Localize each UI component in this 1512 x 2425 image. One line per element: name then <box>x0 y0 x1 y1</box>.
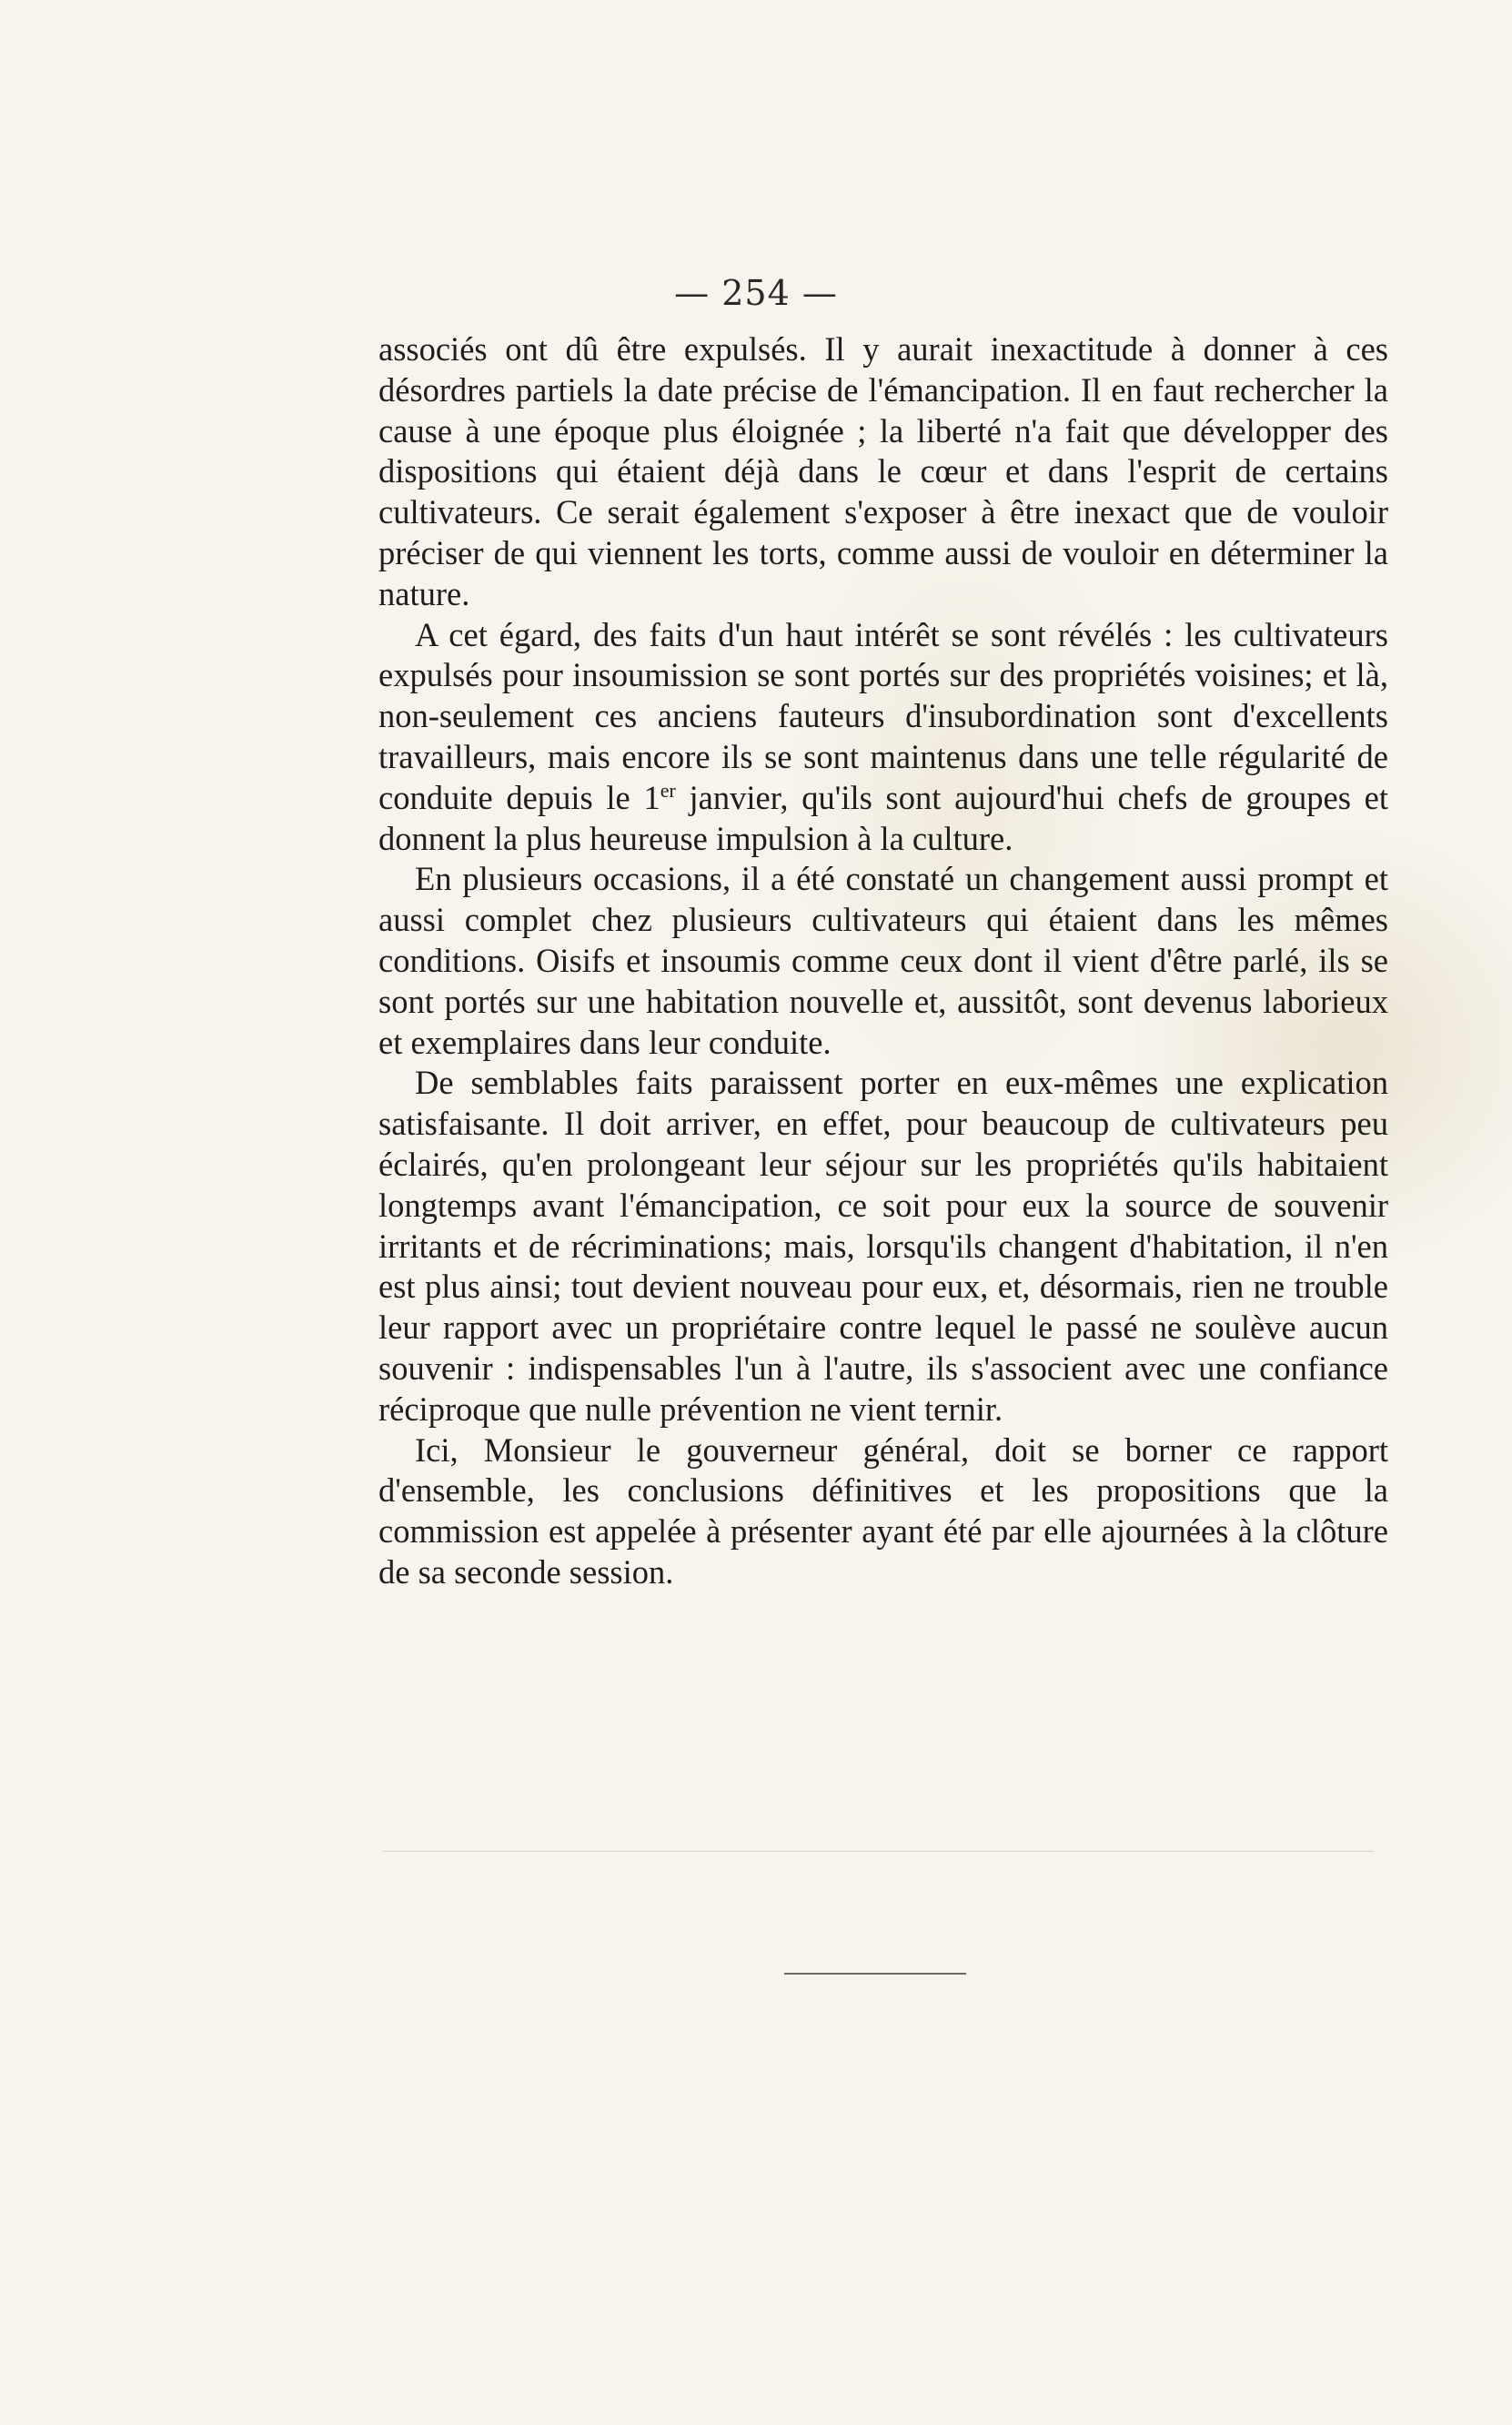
page-number: — 254 — <box>674 273 838 313</box>
paragraph-2 <box>378 615 1388 860</box>
paragraph-2-part-1: A cet égard, des faits d'un haut intérêt se sont révélés : les cultivateurs expulsés pour insoumission se sont portés sur des propriétés voisines; et là, non-seulement ces anciens fauteurs d'insubordination sont d'excellents travailleurs, mais encore ils se sont maintenus dans une telle régularité de conduite depuis le 1 <box>378 615 1388 816</box>
end-rule <box>784 1973 966 1975</box>
footnote-separator-rule <box>382 1851 1374 1852</box>
paragraph-1: associés ont dû être expulsés. Il y aurait inexactitude à donner à ces désordres partiels la date précise de l'émancipation. Il en faut rechercher la cause à une époque plus éloignée ; la liberté n'a fait que développer des dispositions qui étaient déjà dans le cœur et dans l'esprit de certains cultivateurs. Ce serait également s'exposer à être inexact que de vouloir préciser de qui viennent les torts, comme aussi de vouloir en déterminer la nature. <box>378 330 1388 612</box>
body-text <box>378 329 1388 1593</box>
ordinal-superscript: er <box>660 778 676 802</box>
paragraph-3: En plusieurs occasions, il a été constaté un changement aussi prompt et aussi complet chez plusieurs cultivateurs qui étaient dans les mêmes conditions. Oisifs et insoumis comme ceux dont il vient d'être parlé, ils se sont portés sur une habitation nouvelle et, aussitôt, sont devenus laborieux et exemplaires dans leur conduite. <box>378 860 1388 1061</box>
paragraph-2-part-2: janvier, qu'ils sont aujourd'hui chefs de groupes et donnent la plus heureuse impulsion à la culture. <box>378 778 1389 857</box>
paragraph-4: De semblables faits paraissent porter en eux-mêmes une explication satisfaisante. Il doit arriver, en effet, pour beaucoup de cultivateurs peu éclairés, qu'en prolongeant leur séjour sur les propriétés qu'ils habitaient longtemps avant l'émancipation, ce soit pour eux la source de souvenir irritants et de récriminations; mais, lorsqu'ils changent d'habitation, il n'en est plus ainsi; tout devient nouveau pour eux, et, désormais, rien ne trouble leur rapport avec un propriétaire contre lequel le passé ne soulève aucun souvenir : indispensables l'un à l'autre, ils s'associent avec une confiance réciproque que nulle prévention ne vient ternir. <box>378 1064 1388 1428</box>
paragraph-5: Ici, Monsieur le gouverneur général, doit se borner ce rapport d'ensemble, les conclusions définitives et les propositions que la commission est appelée à présenter ayant été par elle ajournées à la clôture de sa seconde session. <box>378 1430 1388 1591</box>
